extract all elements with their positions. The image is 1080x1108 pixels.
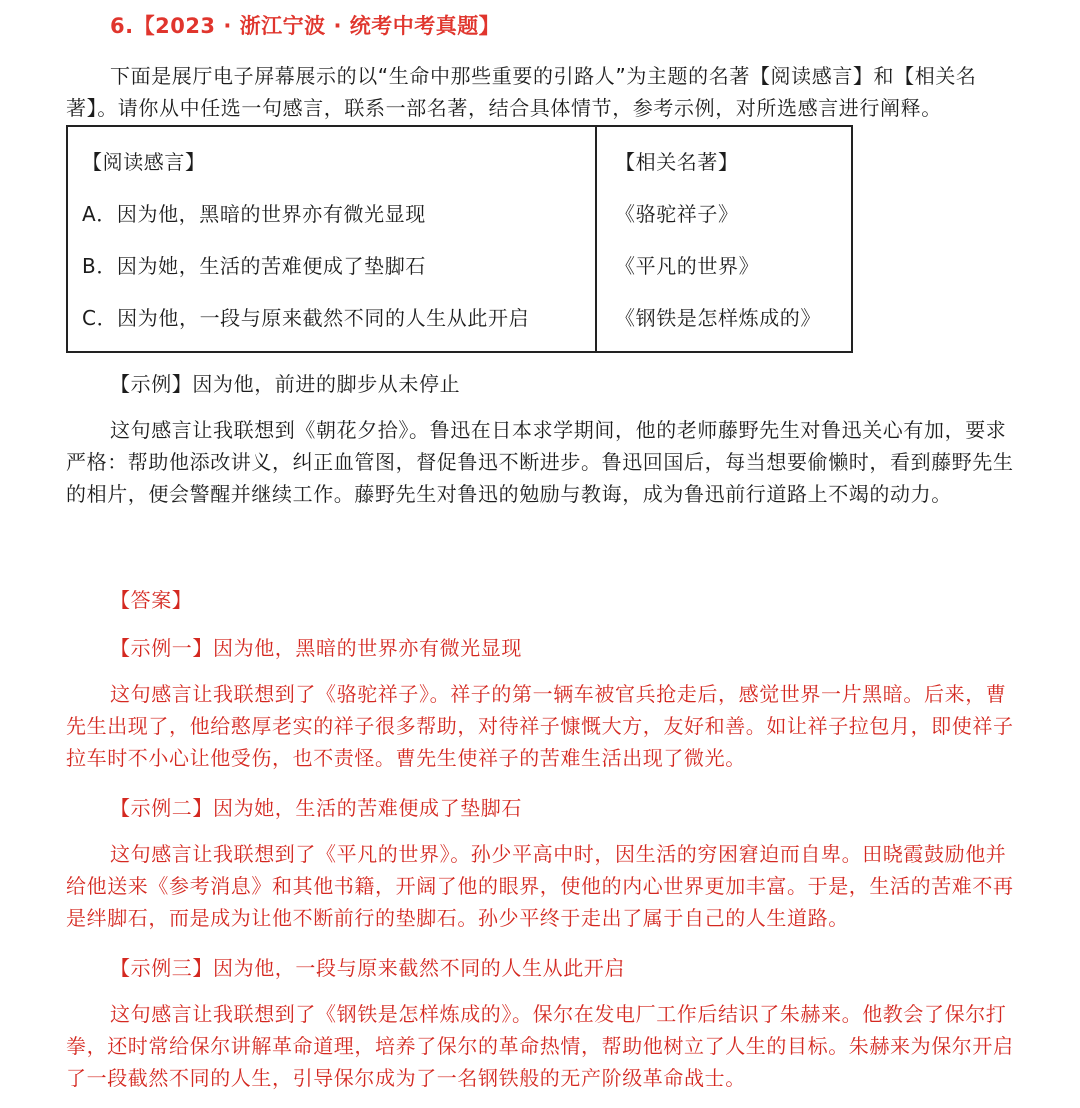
- quote-item: C．因为他，一段与原来截然不同的人生从此开启: [82, 306, 530, 330]
- book-item: 《骆驼祥子》: [615, 202, 739, 226]
- answer-heading-3: 【示例三】因为他，一段与原来截然不同的人生从此开启: [110, 956, 625, 980]
- books-column: [596, 126, 852, 352]
- example-text: 这句感言让我联想到《朝花夕拾》。鲁迅在日本求学期间，他的老师藤野先生对鲁迅关心有加，要求严格：帮助他添改讲义，纠正血管图，督促鲁迅不断进步。鲁迅回国后，每当想要偷懒时，看到藤野先生的相片，便会警醒并继续工作。藤野先生对鲁迅的勉励与教诲，成为鲁迅前行道路上不竭的动力。: [66, 418, 1014, 506]
- example-heading: 【示例】因为他，前进的脚步从未停止: [110, 372, 461, 396]
- quote-item: A．因为他，黑暗的世界亦有微光显现: [82, 202, 426, 226]
- question-prompt: 下面是展厅电子屏幕展示的以“生命中那些重要的引路人”为主题的名著【阅读感言】和【相关名著】。请你从中任选一句感言，联系一部名著，结合具体情节，参考示例，对所选感言进行阐释。: [66, 64, 977, 120]
- quote-item: B．因为她，生活的苦难便成了垫脚石: [82, 254, 426, 278]
- book-item: 《钢铁是怎样炼成的》: [615, 306, 821, 330]
- book-item: 《平凡的世界》: [615, 254, 760, 278]
- question-title: 6.【2023 · 浙江宁波 · 统考中考真题】: [110, 14, 501, 38]
- quotes-column: [67, 126, 596, 352]
- quotes-header: 【阅读感言】: [82, 150, 206, 174]
- answer-text-1: 这句感言让我联想到了《骆驼祥子》。祥子的第一辆车被官兵抢走后，感觉世界一片黑暗。后来，曹先生出现了，他给憨厚老实的祥子很多帮助，对待祥子慷慨大方，友好和善。如让祥子拉包月，即使祥子拉车时不小心让他受伤，也不责怪。曹先生使祥子的苦难生活出现了微光。: [66, 682, 1014, 770]
- books-header: 【相关名著】: [615, 150, 739, 174]
- answer-text-3: 这句感言让我联想到了《钢铁是怎样炼成的》。保尔在发电厂工作后结识了朱赫来。他教会了保尔打拳，还时常给保尔讲解革命道理，培养了保尔的革命热情，帮助他树立了人生的目标。朱赫来为保尔开启了一段截然不同的人生，引导保尔成为了一名钢铁般的无产阶级革命战士。: [66, 1002, 1014, 1090]
- answer-heading-1: 【示例一】因为他，黑暗的世界亦有微光显现: [110, 636, 522, 660]
- answer-heading-2: 【示例二】因为她，生活的苦难便成了垫脚石: [110, 796, 522, 820]
- answer-label: 【答案】: [110, 588, 193, 612]
- quotes-books-table: [66, 125, 853, 353]
- answer-text-2: 这句感言让我联想到了《平凡的世界》。孙少平高中时，因生活的穷困窘迫而自卑。田晓霞鼓励他并给他送来《参考消息》和其他书籍，开阔了他的眼界，使他的内心世界更加丰富。于是，生活的苦难不再是绊脚石，而是成为让他不断前行的垫脚石。孙少平终于走出了属于自己的人生道路。: [66, 842, 1014, 930]
